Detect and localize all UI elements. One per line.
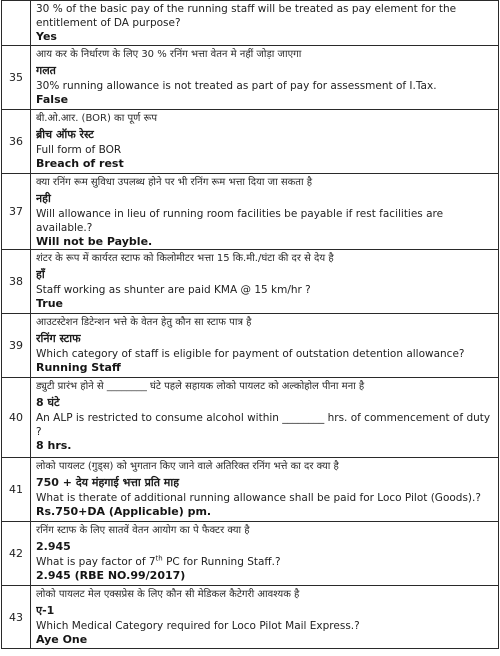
answer-hindi: 2.945 <box>36 540 71 553</box>
question-cell <box>31 46 499 110</box>
question-english-text: What is pay factor of 7 <box>36 556 156 568</box>
table-row <box>2 46 499 110</box>
question-number: 40 <box>2 378 31 458</box>
answer-english: Running Staff <box>36 361 121 374</box>
question-english: 30% running allowance is not treated as part of pay for assessment of I.Tax. <box>36 80 437 92</box>
question-hindi: रनिंग स्टाफ के लिए सातवें वेतन आयोग का पे फैक्टर क्या है <box>36 525 250 536</box>
question-number: 43 <box>2 586 31 649</box>
question-english <box>36 555 493 569</box>
answer-english: False <box>36 93 69 106</box>
question-cell <box>31 174 499 250</box>
answer-hindi: 750 + देय मंहगाई भत्ता प्रति माह <box>36 476 180 489</box>
superscript-th: th <box>155 555 163 563</box>
question-english: Which category of staff is eligible for payment of outstation detention allowance? <box>36 348 465 360</box>
answer-hindi: ए-1 <box>36 604 55 617</box>
question-hindi: ड्युटी प्रारंभ होने से ________ घंटे पहले सहायक लोको पायलट को अल्कोहोल पीना मना है <box>36 381 365 392</box>
answer-hindi: गलत <box>36 64 56 77</box>
question-number <box>2 1 31 46</box>
table-row <box>2 458 499 522</box>
question-english: Full form of BOR <box>36 144 122 156</box>
question-number: 41 <box>2 458 31 522</box>
answer-english: 2.945 (RBE NO.99/2017) <box>36 569 186 582</box>
answer-english: Yes <box>36 30 57 43</box>
answer-english: Breach of rest <box>36 157 124 170</box>
question-hindi: क्या रनिंग रूम सुविधा उपलब्ध होने पर भी रनिंग रूम भत्ता दिया जा सकता है <box>36 177 313 188</box>
table-row <box>2 586 499 649</box>
question-cell <box>31 1 499 46</box>
table-row <box>2 110 499 174</box>
table-row <box>2 378 499 458</box>
answer-english: True <box>36 297 64 310</box>
question-cell <box>31 378 499 458</box>
answer-hindi: रनिंग स्टाफ <box>36 332 81 345</box>
question-number: 36 <box>2 110 31 174</box>
question-hindi: लोको पायलट (गुड्स) को भुगतान किए जाने वाले अतिरिक्त रनिंग भत्ते का दर क्या है <box>36 461 339 472</box>
answer-hindi: 8 घंटे <box>36 396 60 409</box>
question-number: 39 <box>2 314 31 378</box>
qa-table <box>1 0 499 649</box>
question-cell <box>31 458 499 522</box>
table-row <box>2 250 499 314</box>
question-english: Staff working as shunter are paid KMA @ 15 km/hr ? <box>36 284 311 296</box>
question-english-text-rest: PC for Running Staff.? <box>162 556 281 568</box>
answer-hindi: नही <box>36 192 51 205</box>
question-cell <box>31 314 499 378</box>
question-number: 35 <box>2 46 31 110</box>
table-row <box>2 1 499 46</box>
table-row <box>2 174 499 250</box>
question-hindi: बी.ओ.आर. (BOR) का पूर्ण रूप <box>36 113 158 124</box>
question-english: An ALP is restricted to consume alcohol within ________ hrs. of commencement of duty ? <box>36 412 491 438</box>
table-row <box>2 314 499 378</box>
question-cell <box>31 522 499 586</box>
question-number: 42 <box>2 522 31 586</box>
answer-english: 8 hrs. <box>36 439 72 452</box>
question-hindi: आय कर के निर्धारण के लिए 30 % रनिंग भत्ता वेतन मे नहीं जोड़ा जाएगा <box>36 49 302 60</box>
question-english: Which Medical Category required for Loco Pilot Mail Express.? <box>36 620 360 632</box>
table-row <box>2 522 499 586</box>
question-cell <box>31 110 499 174</box>
answer-english: Rs.750+DA (Applicable) pm. <box>36 505 212 518</box>
question-cell <box>31 250 499 314</box>
question-hindi: शंटर के रूप में कार्यरत स्टाफ को किलोमीटर भत्ता 15 कि.मी./घंटा की दर से देय है <box>36 253 334 264</box>
question-english: What is therate of additional running allowance shall be paid for Loco Pilot (Goods).? <box>36 492 481 504</box>
answer-english: Aye One <box>36 633 88 646</box>
answer-english: Will not be Payble. <box>36 235 153 248</box>
question-hindi: लोको पायलट मेल एक्सप्रेस के लिए कौन सी मेडिकल कैटेगरी आवश्यक है <box>36 589 300 600</box>
question-english: Will allowance in lieu of running room facilities be payable if rest facilities are available.? <box>36 208 444 234</box>
question-number: 37 <box>2 174 31 250</box>
question-number: 38 <box>2 250 31 314</box>
question-english: 30 % of the basic pay of the running staff will be treated as pay element for the entitlement of DA purpose? <box>36 3 457 29</box>
answer-hindi: ब्रीच ऑफ रेस्ट <box>36 128 94 141</box>
question-cell <box>31 586 499 649</box>
question-hindi: आउटस्टेशन डिटेन्शन भत्ते के वेतन हेतु कौन सा स्टाफ पात्र है <box>36 317 252 328</box>
answer-hindi: हाँ <box>36 268 45 281</box>
